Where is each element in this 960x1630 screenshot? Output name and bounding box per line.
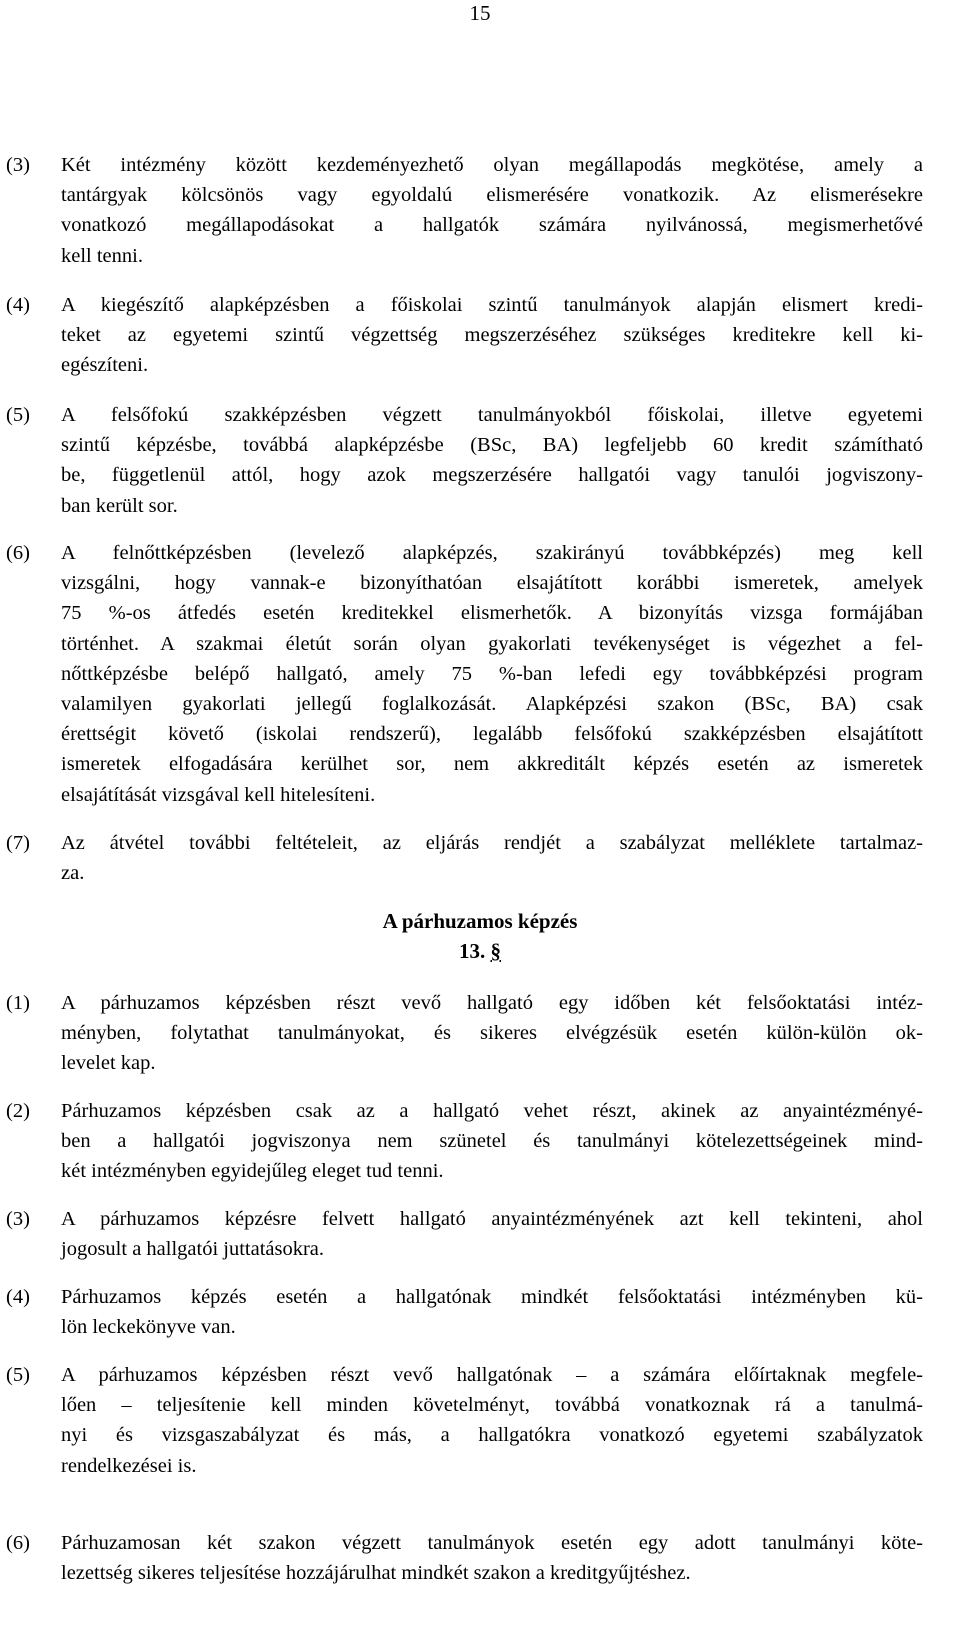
text-line: Párhuzamosan két szakon végzett tanulmányok esetén egy adott tanulmányi köte- — [61, 1532, 923, 1554]
text-line: kell tenni. — [61, 244, 143, 267]
paragraph-number: (5) — [6, 404, 30, 426]
text-line: valamilyen gyakorlati jellegű foglalkozását. Alapképzési szakon (BSc, BA) csak — [61, 692, 923, 715]
text-line: Párhuzamos képzés esetén a hallgatónak mindkét felsőoktatási intézményben kü- — [61, 1286, 923, 1308]
text-line: A párhuzamos képzésre felvett hallgató anyaintézményének azt kell tekinteni, ahol — [61, 1208, 923, 1230]
paragraph-number: (6) — [6, 1532, 30, 1554]
paragraph-number: (3) — [6, 1208, 30, 1230]
paragraph-number: (7) — [6, 832, 30, 854]
text-line: A kiegészítő alapképzésben a főiskolai szintű tanulmányok alapján elismert kredi- — [61, 294, 923, 316]
paragraph-text — [61, 400, 923, 521]
text-line: A felsőfokú szakképzésben végzett tanulmányokból főiskolai, illetve egyetemi — [61, 404, 923, 426]
text-line: ményben, folytathat tanulmányokat, és sikeres elvégzésük esetén külön-külön ok- — [61, 1022, 923, 1045]
paragraph-number: (6) — [6, 542, 30, 564]
text-line: lően – teljesítenie kell minden követelményt, továbbá vonatkoznak rá a tanulmá- — [61, 1394, 923, 1417]
paragraph-number: (4) — [6, 294, 30, 316]
text-line: za. — [61, 862, 85, 885]
text-line: be, függetlenül attól, hogy azok megszerzésére hallgatói vagy tanulói jogviszony- — [61, 464, 923, 487]
paragraph-text — [61, 1528, 923, 1588]
section-number-value: 13. — [459, 939, 486, 963]
paragraph-text — [61, 1282, 923, 1342]
section-symbol: § — [490, 939, 501, 963]
paragraph-text — [61, 988, 923, 1079]
paragraph-number: (1) — [6, 992, 30, 1014]
text-line: teket az egyetemi szintű végzettség megszerzéséhez szükséges kreditekre kell ki- — [61, 324, 923, 347]
text-line: nőttképzésbe belépő hallgató, amely 75 %-ban lefedi egy továbbképzési program — [61, 662, 923, 685]
text-line: ismeretek elfogadására kerülhet sor, nem akkreditált képzés esetén az ismeretek — [61, 753, 923, 776]
section-title: A párhuzamos képzés — [382, 909, 578, 933]
text-line: Párhuzamos képzésben csak az a hallgató vehet részt, akinek az anyaintézményé- — [61, 1100, 923, 1122]
section-number — [0, 936, 960, 966]
paragraph-text — [61, 150, 923, 271]
paragraph-number: (2) — [6, 1100, 30, 1122]
text-line: A felnőttképzésben (levelező alapképzés, szakirányú továbbképzés) meg kell — [61, 542, 923, 564]
page-number: 15 — [469, 1, 491, 25]
text-line: vizsgálni, hogy vannak-e bizonyíthatóan elsajátított korábbi ismeretek, amelyek — [61, 572, 923, 595]
text-line: jogosult a hallgatói juttatásokra. — [61, 1238, 325, 1261]
paragraph-text — [61, 1096, 923, 1187]
text-line: elsajátítását vizsgával kell hitelesíteni. — [61, 783, 376, 806]
text-line: történhet. A szakmai életút során olyan gyakorlati tevékenységet is végezhet a fel- — [61, 632, 923, 655]
text-line: tantárgyak kölcsönös vagy egyoldalú elismerésére vonatkozik. Az elismerésekre — [61, 184, 923, 207]
text-line: szintű képzésbe, továbbá alapképzésbe (BSc, BA) legfeljebb 60 kredit számítható — [61, 434, 923, 457]
paragraph-text — [61, 290, 923, 381]
text-line: 75 %-os átfedés esetén kreditekkel elismerhetők. A bizonyítás vizsga formájában — [61, 602, 923, 625]
text-line: Az átvétel további feltételeit, az eljárás rendjét a szabályzat melléklete tartalmaz- — [61, 832, 923, 854]
paragraph-number: (5) — [6, 1364, 30, 1386]
text-line: lön leckekönyve van. — [61, 1316, 236, 1339]
text-line: nyi és vizsgaszabályzat és más, a hallgatókra vonatkozó egyetemi szabályzatok — [61, 1424, 923, 1447]
text-line: ben a hallgatói jogviszonya nem szünetel és tanulmányi kötelezettségeinek mind- — [61, 1130, 923, 1153]
text-line: ban került sor. — [61, 494, 178, 517]
text-line: vonatkozó megállapodásokat a hallgatók számára nyilvánossá, megismerhetővé — [61, 214, 923, 237]
text-line: lezettség sikeres teljesítése hozzájárulhat mindkét szakon a kreditgyűjtéshez. — [61, 1562, 691, 1585]
text-line: rendelkezései is. — [61, 1454, 197, 1477]
text-line: érettségit követő (iskolai rendszerű), legalább felsőfokú szakképzésben elsajátított — [61, 723, 923, 746]
paragraph-number: (4) — [6, 1286, 30, 1308]
paragraph-text — [61, 538, 923, 810]
text-line: A párhuzamos képzésben részt vevő hallgató egy időben két felsőoktatási intéz- — [61, 992, 923, 1014]
paragraph-text — [61, 828, 923, 888]
text-line: levelet kap. — [61, 1052, 156, 1075]
text-line: A párhuzamos képzésben részt vevő hallgatónak – a számára előírtaknak megfele- — [61, 1364, 923, 1386]
text-line: két intézményben egyidejűleg eleget tud tenni. — [61, 1160, 444, 1183]
paragraph-text — [61, 1204, 923, 1264]
paragraph-number: (3) — [6, 154, 30, 176]
text-line: Két intézmény között kezdeményezhető olyan megállapodás megkötése, amely a — [61, 154, 923, 176]
paragraph-text — [61, 1360, 923, 1481]
text-line: egészíteni. — [61, 354, 149, 377]
